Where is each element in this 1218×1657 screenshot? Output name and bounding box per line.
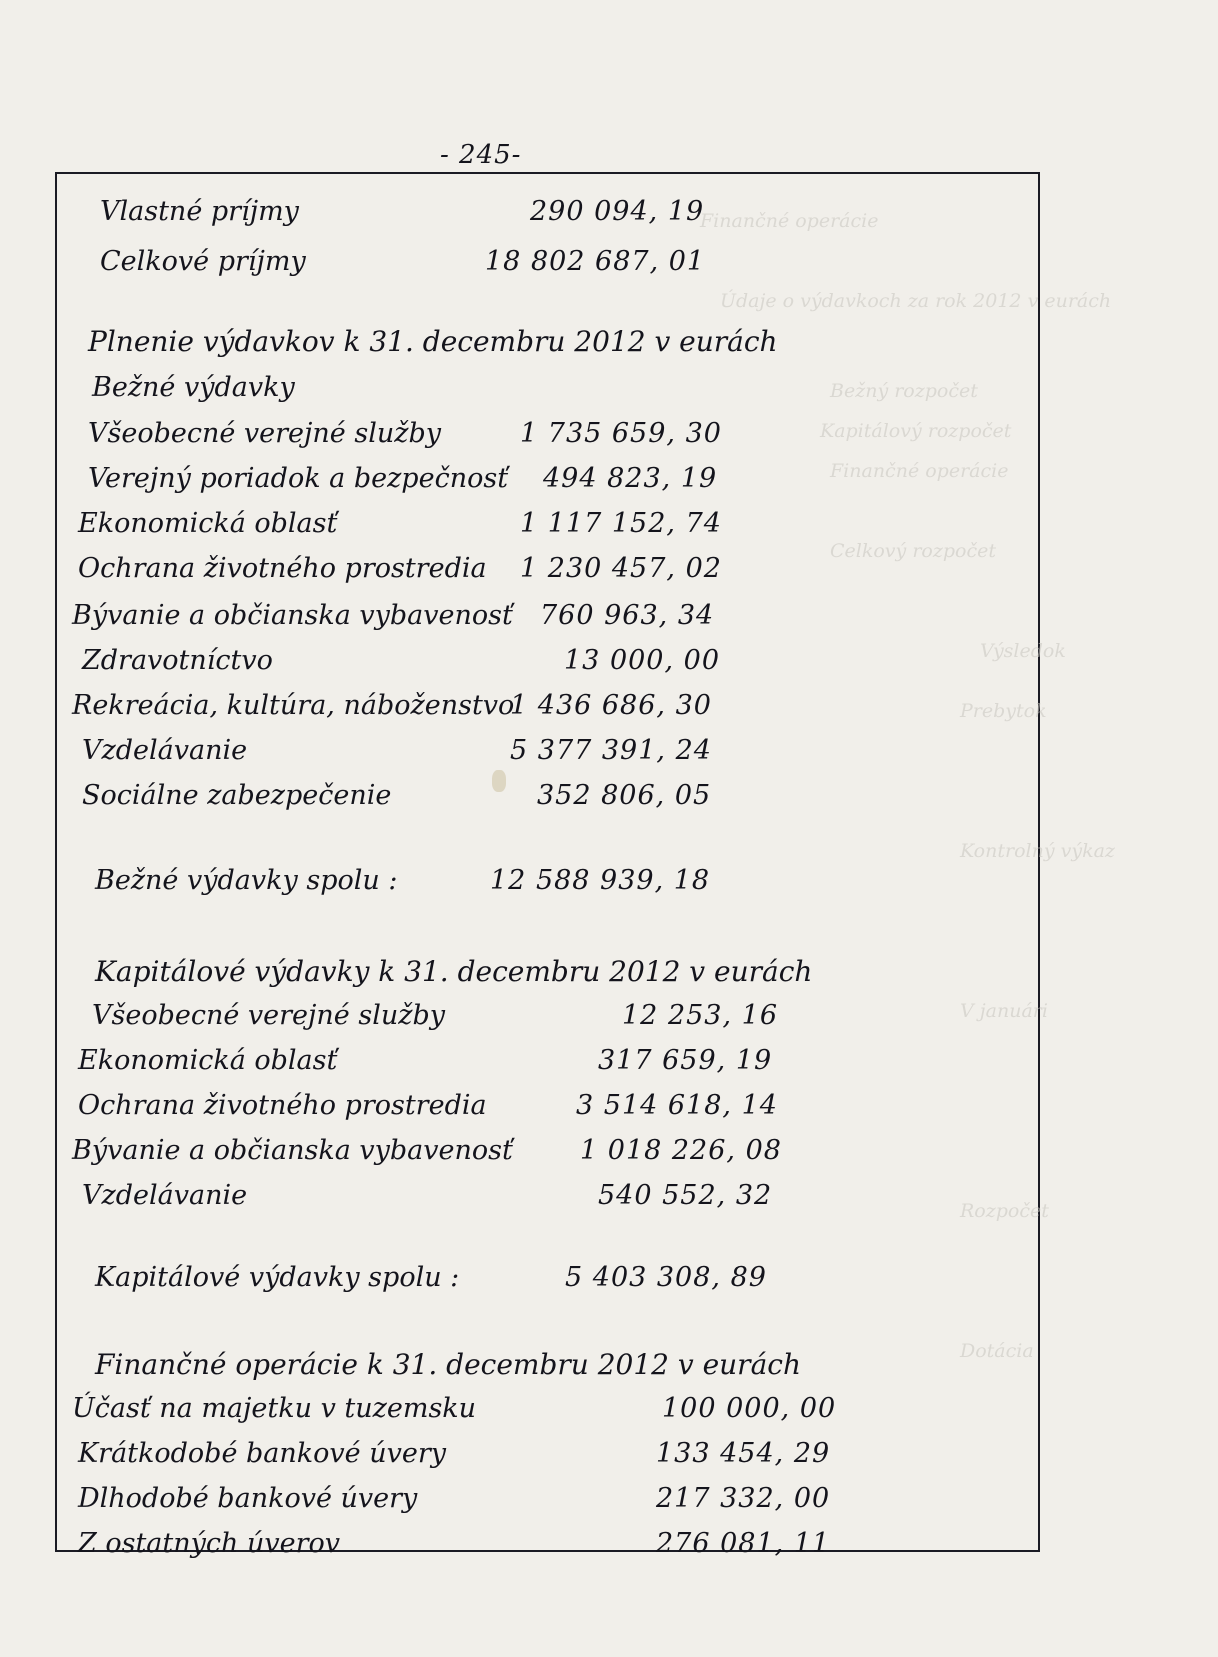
capital-row-label: Bývanie a občianska vybavenosť — [72, 1135, 513, 1166]
capital-heading: Kapitálové výdavky k 31. decembru 2012 v eurách — [95, 955, 813, 988]
current-subheading: Bežné výdavky — [92, 372, 295, 403]
financial-row-amount: 133 454, 29 — [656, 1438, 831, 1469]
current-row-amount: 352 806, 05 — [537, 780, 712, 811]
capital-row-label: Ochrana životného prostredia — [78, 1090, 487, 1121]
current-heading: Plnenie výdavkov k 31. decembru 2012 v eurách — [88, 325, 778, 358]
capital-row-label: Vzdelávanie — [82, 1180, 248, 1211]
current-total-label: Bežné výdavky spolu : — [95, 865, 398, 896]
capital-row-amount: 12 253, 16 — [622, 1000, 778, 1031]
financial-row-label: Z ostatných úverov — [78, 1528, 341, 1559]
current-row-amount: 1 436 686, 30 — [510, 690, 712, 721]
page-number: - 245- — [440, 140, 522, 170]
current-row-amount: 1 735 659, 30 — [520, 418, 722, 449]
capital-total-label: Kapitálové výdavky spolu : — [95, 1262, 460, 1293]
current-row-label: Verejný poriadok a bezpečnosť — [88, 463, 509, 494]
income-amount: 290 094, 19 — [530, 196, 705, 227]
capital-row-amount: 1 018 226, 08 — [580, 1135, 782, 1166]
current-row-label: Bývanie a občianska vybavenosť — [72, 600, 513, 631]
financial-row-label: Dlhodobé bankové úvery — [78, 1483, 418, 1514]
current-row-amount: 1 230 457, 02 — [520, 553, 722, 584]
financial-row-label: Účasť na majetku v tuzemsku — [72, 1393, 477, 1424]
current-row-label: Rekreácia, kultúra, náboženstvo — [72, 690, 515, 721]
capital-row-label: Všeobecné verejné služby — [92, 1000, 446, 1031]
current-row-amount: 1 117 152, 74 — [520, 508, 722, 539]
current-total-amount: 12 588 939, 18 — [490, 865, 711, 896]
current-row-label: Sociálne zabezpečenie — [82, 780, 392, 811]
current-row-amount: 494 823, 19 — [543, 463, 718, 494]
capital-total-amount: 5 403 308, 89 — [565, 1262, 767, 1293]
income-amount: 18 802 687, 01 — [485, 246, 706, 277]
current-row-amount: 13 000, 00 — [564, 645, 720, 676]
current-row-amount: 5 377 391, 24 — [510, 735, 712, 766]
financial-row-amount: 276 081, 11 — [656, 1528, 831, 1559]
financial-row-label: Krátkodobé bankové úvery — [78, 1438, 447, 1469]
capital-row-amount: 317 659, 19 — [598, 1045, 773, 1076]
capital-row-label: Ekonomická oblasť — [78, 1045, 338, 1076]
income-label: Vlastné príjmy — [100, 196, 299, 227]
current-row-label: Všeobecné verejné služby — [88, 418, 442, 449]
financial-row-amount: 100 000, 00 — [662, 1393, 837, 1424]
financial-heading: Finančné operácie k 31. decembru 2012 v eurách — [95, 1348, 801, 1381]
capital-row-amount: 3 514 618, 14 — [576, 1090, 778, 1121]
current-row-label: Vzdelávanie — [82, 735, 248, 766]
current-row-label: Ekonomická oblasť — [78, 508, 338, 539]
current-row-label: Zdravotníctvo — [82, 645, 273, 676]
income-label: Celkové príjmy — [100, 246, 306, 277]
capital-row-amount: 540 552, 32 — [598, 1180, 773, 1211]
financial-row-amount: 217 332, 00 — [656, 1483, 831, 1514]
current-row-amount: 760 963, 34 — [540, 600, 715, 631]
current-row-label: Ochrana životného prostredia — [78, 553, 487, 584]
paper-smudge — [492, 770, 506, 792]
